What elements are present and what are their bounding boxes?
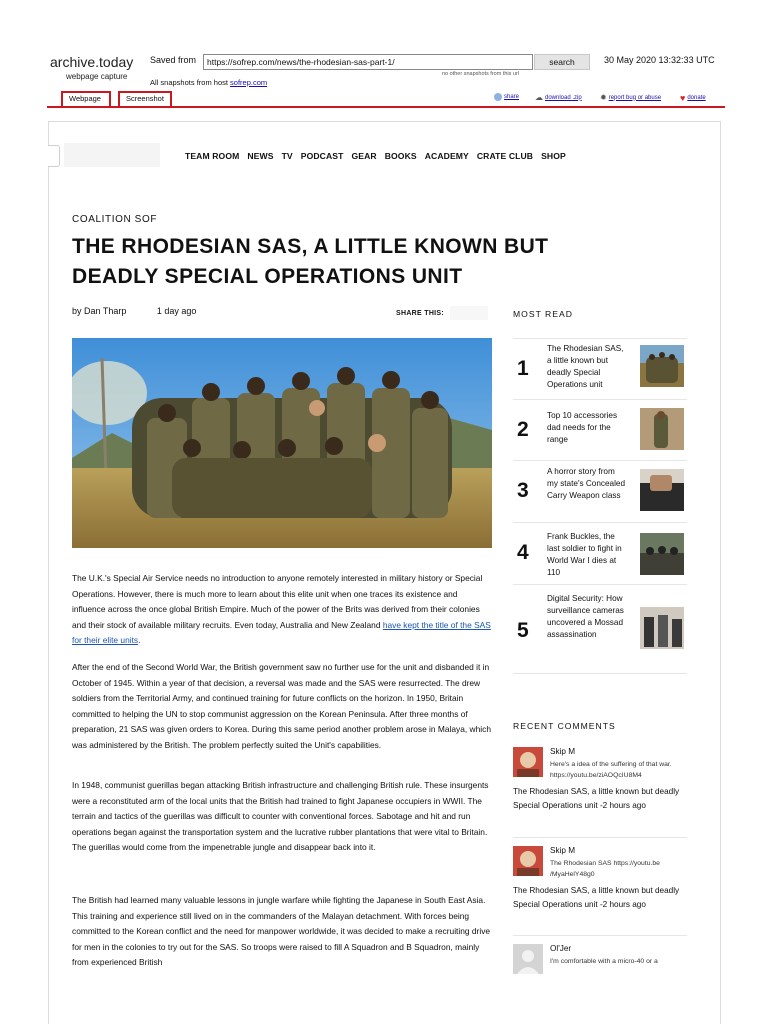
comment-snippet[interactable]: The Rhodesian SAS https://youtu.be /MyaHelY48g0 [550,860,660,878]
soldiers-group-photo [72,338,492,548]
nav-item-tv[interactable]: TV [281,151,293,161]
nav-item-team-room[interactable]: TEAM ROOM [185,151,240,161]
most-read-item[interactable] [513,522,687,584]
most-read-thumbnail[interactable] [640,469,684,511]
most-read-item[interactable] [513,584,687,674]
comment-article [513,884,687,913]
saved-from-label: Saved from [150,55,197,65]
most-read-item[interactable] [513,399,687,460]
share-label: SHARE THIS: [396,310,445,317]
donate-link[interactable] [680,93,706,103]
holster-thumbnail [640,469,684,511]
most-read-thumbnail[interactable] [640,607,684,649]
comment-item [513,747,687,831]
most-read-title[interactable]: Frank Buckles, the last soldier to fight in World War I dies at 110 [547,532,622,577]
default-avatar-icon [513,944,543,974]
comment-article [513,785,687,814]
most-read-title[interactable]: The Rhodesian SAS, a little known but deadly Special Operations unit [547,344,624,389]
main-nav [185,151,574,161]
all-snapshots [150,78,267,87]
author[interactable]: by Dan Tharp [72,306,127,316]
site-logo[interactable] [64,143,160,167]
most-read-number: 5 [517,619,529,642]
most-read-title[interactable]: Digital Security: How surveillance cameras uncovered a Mossad assassination [547,594,624,639]
paragraph-3: In 1948, communist guerillas began attacking British infrastructure and challenging British rule. These insurgents were a reconstituted arm of the local units that the British had trained to fight Japanese occupiers in WWII. The terrain and tactics of the guerillas was difficult to counter with conventional forces. Sabotage and hit and run operations began against the transportation system and the lucrative rubber plantations that were vital to Britain. The guerillas would come from the impenetrable jungle and disappear back into it. [72,780,489,853]
download-icon: ☁ [535,93,543,102]
archive-divider [47,106,725,108]
most-read-thumbnail[interactable] [640,533,684,575]
no-other-snapshots: no other snapshots from this url [442,71,520,77]
paragraph-1-end: . [138,635,141,646]
avatar[interactable] [513,846,543,876]
nav-item-books[interactable]: BOOKS [384,151,417,161]
article-category[interactable]: COALITION SOF [72,214,158,225]
soldiers-thumbnail [640,345,684,387]
heart-icon: ♥ [680,93,686,103]
recent-comments-heading: RECENT COMMENTS [513,721,616,731]
range-thumbnail [640,408,684,450]
host-link[interactable]: sofrep.com [230,78,268,87]
share-icon [494,93,502,101]
tab-webpage[interactable]: Webpage [61,91,111,107]
menu-toggle[interactable] [48,145,60,167]
surveillance-thumbnail [640,607,684,649]
comment-age: -2 hours ago [599,801,646,811]
avatar[interactable] [513,944,543,974]
comment-snippet[interactable]: Here's a idea of the suffering of that war. https://youtu.be/ziAOQcIU8M4 [550,761,672,779]
avatar-image [513,747,543,777]
all-snapshots-label: All snapshots from host [150,78,228,87]
download-link-label: download .zip [545,94,582,101]
hero-photo [72,338,492,548]
capture-date: 30 May 2020 13:32:33 UTC [604,55,715,65]
paragraph-4: The British had learned many valuable lessons in jungle warfare while fighting the Japanese in South East Asia. This training and experience still lived on in the commanders of the Malayan detachment. With forces being committed to the Korean conflict and the need for manpower worldwide, it was decided to make a recruiting drive for men in the colonies to try out for the SAS. So troops were raised to fill A Squadron and B Squadron, mainly from experienced British [72,895,491,968]
most-read-number: 1 [517,357,529,380]
comment-author[interactable]: Ol'Jer [550,944,572,953]
wwi-thumbnail [640,533,684,575]
comment-divider [513,837,687,838]
report-link-label: report bug or abuse [608,94,662,101]
nav-item-crate-club[interactable]: CRATE CLUB [476,151,534,161]
archive-header [0,0,768,110]
most-read-title[interactable]: Top 10 accessories dad needs for the range [547,411,618,444]
comment-article-link[interactable]: The Rhodesian SAS, a little known but deadly Special Operations unit [513,787,680,811]
paragraph-1 [72,571,492,649]
comment-item [513,846,687,930]
comment-author[interactable]: Skip M [550,747,576,756]
most-read-number: 2 [517,418,529,441]
archive-subtitle: webpage capture [66,72,128,81]
comment-divider [513,935,687,936]
most-read-title[interactable]: A horror story from my state's Concealed Carry Weapon class [547,467,626,500]
share-link[interactable] [494,93,519,101]
sas-titles-link[interactable]: have kept the title of the SAS for their elite units [72,619,491,646]
byline [72,306,196,316]
comment-article-link[interactable]: The Rhodesian SAS, a little known but deadly Special Operations unit [513,886,680,910]
paragraph-2: After the end of the Second World War, the British government saw no further use for the unit and disbanded it in October of 1945. Within a year of that decision, a reversal was made and the SAS were resurrected. The drew soldiers from the Territorial Army, and continued training for future conflicts on the horizon. In 1950, Britain committed to helping the UN to stop communist aggression on the Korean Peninsula. After three months of preparation, 21 SAS was given orders to Korea. During this same period another problem arose in Malaya, which was administered by the British. The problem perfectly suited the Unit's capabilities. [72,662,491,750]
comment-author[interactable]: Skip M [550,846,576,855]
donate-link-label: donate [687,95,706,101]
most-read-item[interactable] [513,338,687,399]
tab-screenshot[interactable]: Screenshot [118,91,172,107]
most-read-heading: MOST READ [513,309,573,319]
nav-item-news[interactable]: NEWS [247,151,274,161]
publish-date: 1 day ago [156,306,197,316]
comment-age: -2 hours ago [599,900,646,910]
search-button[interactable]: search [534,54,590,70]
most-read-thumbnail[interactable] [640,408,684,450]
nav-item-academy[interactable]: ACADEMY [424,151,469,161]
share-buttons[interactable] [450,306,488,320]
nav-item-podcast[interactable]: PODCAST [300,151,344,161]
most-read-item[interactable] [513,460,687,522]
comment-item [513,944,687,984]
share-link-label: share [504,94,520,100]
comment-snippet[interactable]: I'm comfortable with a micro-40 or a [550,958,658,965]
nav-item-gear[interactable]: GEAR [351,151,377,161]
article-title: THE RHODESIAN SAS, A LITTLE KNOWN BUT DEADLY SPECIAL OPERATIONS UNIT [72,235,549,288]
most-read-number: 4 [517,541,529,564]
paragraph-1-text: The U.K.'s Special Air Service needs no introduction to anyone remotely interested in military history or Special Operations. However, there is much more to learn about this elite unit when one traces its existence and influence across the once global British Empire. Much of the power of the Brits was derived from their colonies and their stock of available military recruits. Even today, Australia and New Zealand [72,573,483,630]
url-input[interactable]: https://sofrep.com/news/the-rhodesian-sas-part-1/ [203,54,533,70]
avatar-image [513,846,543,876]
archive-logo[interactable]: archive.today [50,54,134,70]
most-read-number: 3 [517,479,529,502]
avatar[interactable] [513,747,543,777]
bug-icon: ✹ [600,93,607,102]
nav-item-shop[interactable]: SHOP [541,151,566,161]
download-link[interactable] [535,93,582,102]
most-read-thumbnail[interactable] [640,345,684,387]
report-link[interactable] [600,93,661,102]
